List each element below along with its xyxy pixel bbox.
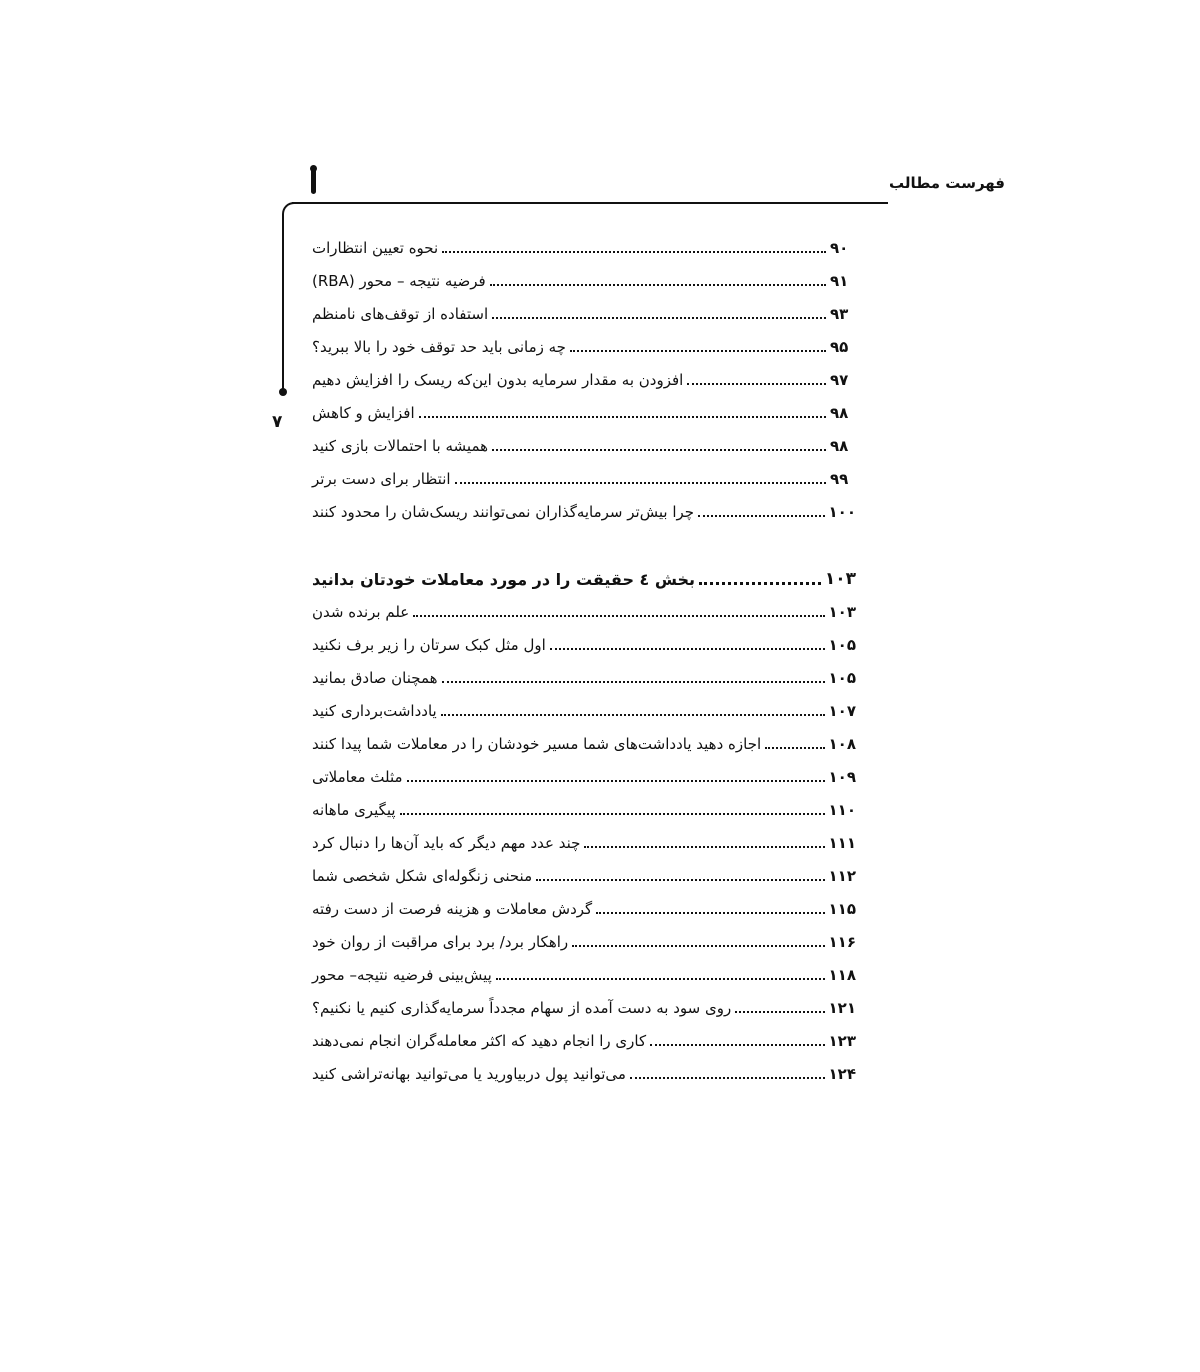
side-bracket-divider xyxy=(282,202,296,394)
toc-entry xyxy=(312,1027,856,1055)
section-page: ۱۰۳ xyxy=(824,569,856,589)
toc-entry xyxy=(312,300,856,328)
toc-entry-page: ۹۰ xyxy=(830,239,849,257)
dot-leader xyxy=(455,482,826,484)
toc-entry-title: روی سود به دست آمده از سهام مجدداً سرمایه‌گذاری کنیم یا نکنیم؟ xyxy=(312,999,732,1017)
toc-entry-page: ۱۱۸ xyxy=(828,966,856,984)
dot-leader xyxy=(550,648,825,650)
header-marker-icon xyxy=(311,166,316,194)
toc-entry-page: ۱۰۵ xyxy=(828,669,856,687)
toc-entry-title: فرضیه نتیجه – محور (RBA) xyxy=(312,272,486,290)
toc-entry xyxy=(312,598,856,626)
toc-entry xyxy=(312,267,856,295)
toc-entry-page: ۹۵ xyxy=(830,338,849,356)
dot-leader xyxy=(584,846,824,848)
toc-entry-page: ۱۰۳ xyxy=(828,603,856,621)
toc-entry-title: پیش‌بینی فرضیه نتیجه– محور xyxy=(312,966,492,984)
toc-entry-title: گردش معاملات و هزینه فرصت از دست رفته xyxy=(312,900,593,918)
toc-entry xyxy=(312,234,856,262)
toc-entry-title: منحنی زنگوله‌ای شکل شخصی شما xyxy=(312,867,533,885)
toc-entry-page: ۱۰۷ xyxy=(828,702,856,720)
dot-leader xyxy=(490,284,826,286)
toc-entry-page: ۱۲۱ xyxy=(828,999,856,1017)
toc-entry-title: مثلث معاملاتی xyxy=(312,768,403,786)
dot-leader xyxy=(442,251,826,253)
toc-entry-title: یادداشت‌برداری کنید xyxy=(312,702,437,720)
toc-entry-page: ۱۱۲ xyxy=(828,867,856,885)
toc-entry-page: ۹۱ xyxy=(830,272,849,290)
side-dot-icon xyxy=(279,388,287,396)
header-rule-divider xyxy=(292,202,888,204)
toc-entry-page: ۱۱۱ xyxy=(828,834,856,852)
header-title-text: فهرست مطالب xyxy=(889,174,1005,192)
toc-entry-title: چه زمانی باید حد توقف خود را بالا ببرید؟ xyxy=(312,338,566,356)
toc-entry-title: انتظار برای دست برتر xyxy=(312,470,451,488)
toc-entry-title: می‌توانید پول دربیاورید یا می‌توانید بهانه‌تراشی کنید xyxy=(312,1065,626,1083)
toc-entry-title: افزودن به مقدار سرمایه بدون این‌که ریسک را افزایش دهیم xyxy=(312,371,684,389)
toc-entry-page: ۹۸ xyxy=(830,404,849,422)
toc-entry-page: ۱۱۶ xyxy=(828,933,856,951)
toc-entry-page: ۹۳ xyxy=(830,305,849,323)
dot-leader xyxy=(407,780,825,782)
toc-entry xyxy=(312,631,856,659)
toc-entry xyxy=(312,697,856,725)
toc-entry-page: ۹۸ xyxy=(830,437,849,455)
toc-entry-page: ۱۱۵ xyxy=(828,900,856,918)
toc-entry-title: پیگیری ماهانه xyxy=(312,801,396,819)
toc-entry-page: ۱۰۹ xyxy=(828,768,856,786)
toc-entry-title: افزایش و کاهش xyxy=(312,404,415,422)
dot-leader xyxy=(441,714,825,716)
toc-entry xyxy=(312,664,856,692)
toc-entry xyxy=(312,1060,856,1088)
toc-entry-page: ۱۱۰ xyxy=(828,801,856,819)
toc-entry-title: چند عدد مهم دیگر که باید آن‌ها را دنبال کرد xyxy=(312,834,581,852)
dot-leader xyxy=(496,978,825,980)
toc-entry xyxy=(312,895,856,923)
section-title: بخش ٤ حقیقت را در مورد معاملات خودتان بدانید xyxy=(312,569,696,589)
toc-entry-page: ۱۲۴ xyxy=(828,1065,856,1083)
toc-entry-page: ۹۹ xyxy=(830,470,849,488)
toc-entry xyxy=(312,862,856,890)
dot-leader xyxy=(630,1077,825,1079)
dot-leader xyxy=(400,813,825,815)
toc-entry xyxy=(312,928,856,956)
toc-entry xyxy=(312,333,856,361)
toc-entry xyxy=(312,961,856,989)
dot-leader xyxy=(650,1044,824,1046)
toc-entry-title: نحوه تعیین انتظارات xyxy=(312,239,439,257)
toc-entry xyxy=(312,730,856,758)
dot-leader xyxy=(442,681,825,683)
dot-leader xyxy=(492,317,826,319)
toc-entry-title: راهکار برد/ برد برای مراقبت از روان خود xyxy=(312,933,569,951)
dot-leader xyxy=(687,383,826,385)
dot-leader xyxy=(735,1011,824,1013)
toc-entry xyxy=(312,796,856,824)
dot-leader xyxy=(492,449,826,451)
toc-entry xyxy=(312,994,856,1022)
dot-leader xyxy=(570,350,826,352)
dot-leader xyxy=(698,515,825,517)
dot-leader xyxy=(699,582,821,585)
dot-leader xyxy=(419,416,826,418)
dot-leader xyxy=(765,747,824,749)
dot-leader xyxy=(413,615,824,617)
section-heading xyxy=(312,565,856,593)
toc-entry-page: ۱۰۰ xyxy=(828,503,856,521)
dot-leader xyxy=(536,879,824,881)
toc-entry-title: علم برنده شدن xyxy=(312,603,410,621)
dot-leader xyxy=(572,945,824,947)
page-number: ۷ xyxy=(272,412,283,432)
toc-entry xyxy=(312,399,856,427)
toc-entry-page: ۱۰۸ xyxy=(828,735,856,753)
toc-entry-title: همچنان صادق بمانید xyxy=(312,669,438,687)
toc-entry-title: اول مثل کبک سرتان را زیر برف نکنید xyxy=(312,636,546,654)
toc-entry xyxy=(312,829,856,857)
toc-entry-page: ۹۷ xyxy=(830,371,849,389)
toc-entry-page: ۱۰۵ xyxy=(828,636,856,654)
toc-entry-title: چرا بیش‌تر سرمایه‌گذاران نمی‌توانند ریسک‌شان را محدود کنند xyxy=(312,503,695,521)
toc-entry-title: کاری را انجام دهید که اکثر معامله‌گران انجام نمی‌دهند xyxy=(312,1032,647,1050)
toc-entry xyxy=(312,366,856,394)
toc-entry xyxy=(312,432,856,460)
toc-entry xyxy=(312,763,856,791)
toc-entry-title: اجازه دهید یادداشت‌های شما مسیر خودشان را در معاملات شما پیدا کنند xyxy=(312,735,762,753)
dot-leader xyxy=(596,912,824,914)
toc-entry-title: همیشه با احتمالات بازی کنید xyxy=(312,437,489,455)
toc-entry-title: استفاده از توقف‌های نامنظم xyxy=(312,305,489,323)
toc-entry xyxy=(312,498,856,526)
toc-entry xyxy=(312,465,856,493)
toc-entry-page: ۱۲۳ xyxy=(828,1032,856,1050)
